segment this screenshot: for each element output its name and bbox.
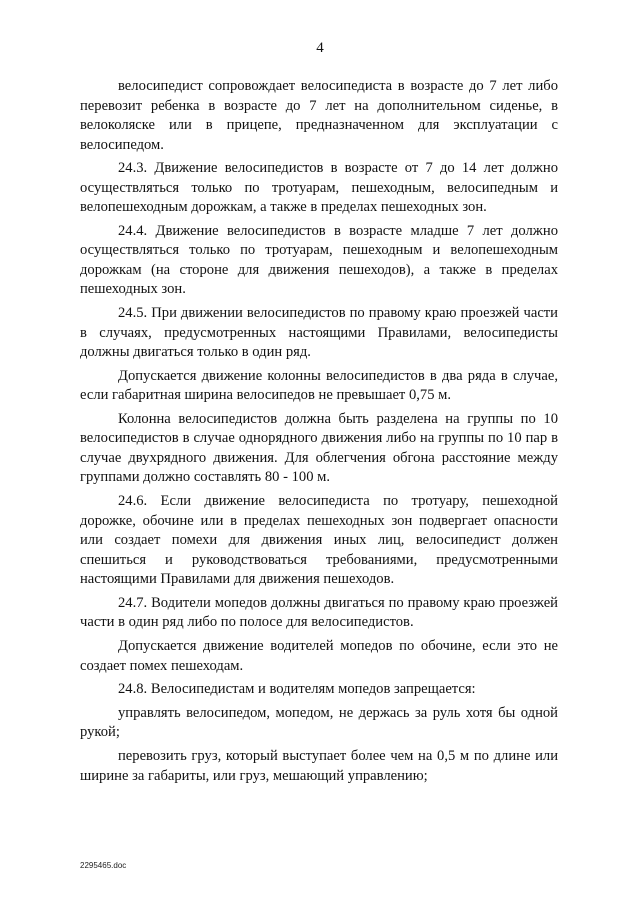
paragraph-moped-shoulder: Допускается движение водителей мопедов по обочине, если это не создает помех пешеходам. xyxy=(80,638,558,674)
paragraph-24-3: 24.3. Движение велосипедистов в возрасте от 7 до 14 лет должно осуществляться только по тротуарам, пешеходным, велосипедным и велопешеходным дорожкам, а также в пределах пешеходных зон. xyxy=(80,160,558,216)
paragraph-24-6: 24.6. Если движение велосипедиста по тротуару, пешеходной дорожке, обочине или в пределах пешеходных зон подвергает опасности или создает помехи для движения иных лиц, велосипедист должен спешиться и руководствоваться требованиями, предусмотренными настоящими Правилами для движения пешеходов. xyxy=(80,493,558,588)
paragraph-cargo: перевозить груз, который выступает более чем на 0,5 м по длине или ширине за габариты, или груз, мешающий управлению; xyxy=(80,748,558,784)
paragraph-one-hand: управлять велосипедом, мопедом, не держась за руль хотя бы одной рукой; xyxy=(80,704,558,741)
paragraph-intro-continuation: велосипедист сопровождает велосипедиста в возрасте до 7 лет либо перевозит ребенка в возрасте до 7 лет на дополнительном сиденье, в велоколяске или в прицепе, предназначенном для эксплуатации с велосипедом. xyxy=(80,78,558,153)
footer-filename: 2295465.doc xyxy=(80,861,127,870)
document-body xyxy=(80,77,558,790)
paragraph-24-8: 24.8. Велосипедистам и водителям мопедов запрещается: xyxy=(118,681,476,698)
page-number: 4 xyxy=(316,40,324,56)
paragraph-24-5: 24.5. При движении велосипедистов по правому краю проезжей части в случаях, предусмотренных настоящими Правилами, велосипедисты должны двигаться только в один ряд. xyxy=(80,305,558,361)
paragraph-two-rows-column: Допускается движение колонны велосипедистов в два ряда в случае, если габаритная ширина велосипедов не превышает 0,75 м. xyxy=(80,367,558,404)
paragraph-column-groups: Колонна велосипедистов должна быть разделена на группы по 10 велосипедистов в случае однорядного движения либо на группы по 10 пар в случае двухрядного движения. Для облегчения обгона расстояние между группами должно составлять 80 - 100 м. xyxy=(80,410,558,486)
paragraph-24-7: 24.7. Водители мопедов должны двигаться по правому краю проезжей части в один ряд либо по полосе для велосипедистов. xyxy=(80,594,558,631)
paragraph-24-4: 24.4. Движение велосипедистов в возрасте младше 7 лет должно осуществляться только по тротуарам, пешеходным и велопешеходным дорожкам (на стороне для движения пешеходов), а также в пределах пешеходных зон. xyxy=(80,222,558,298)
